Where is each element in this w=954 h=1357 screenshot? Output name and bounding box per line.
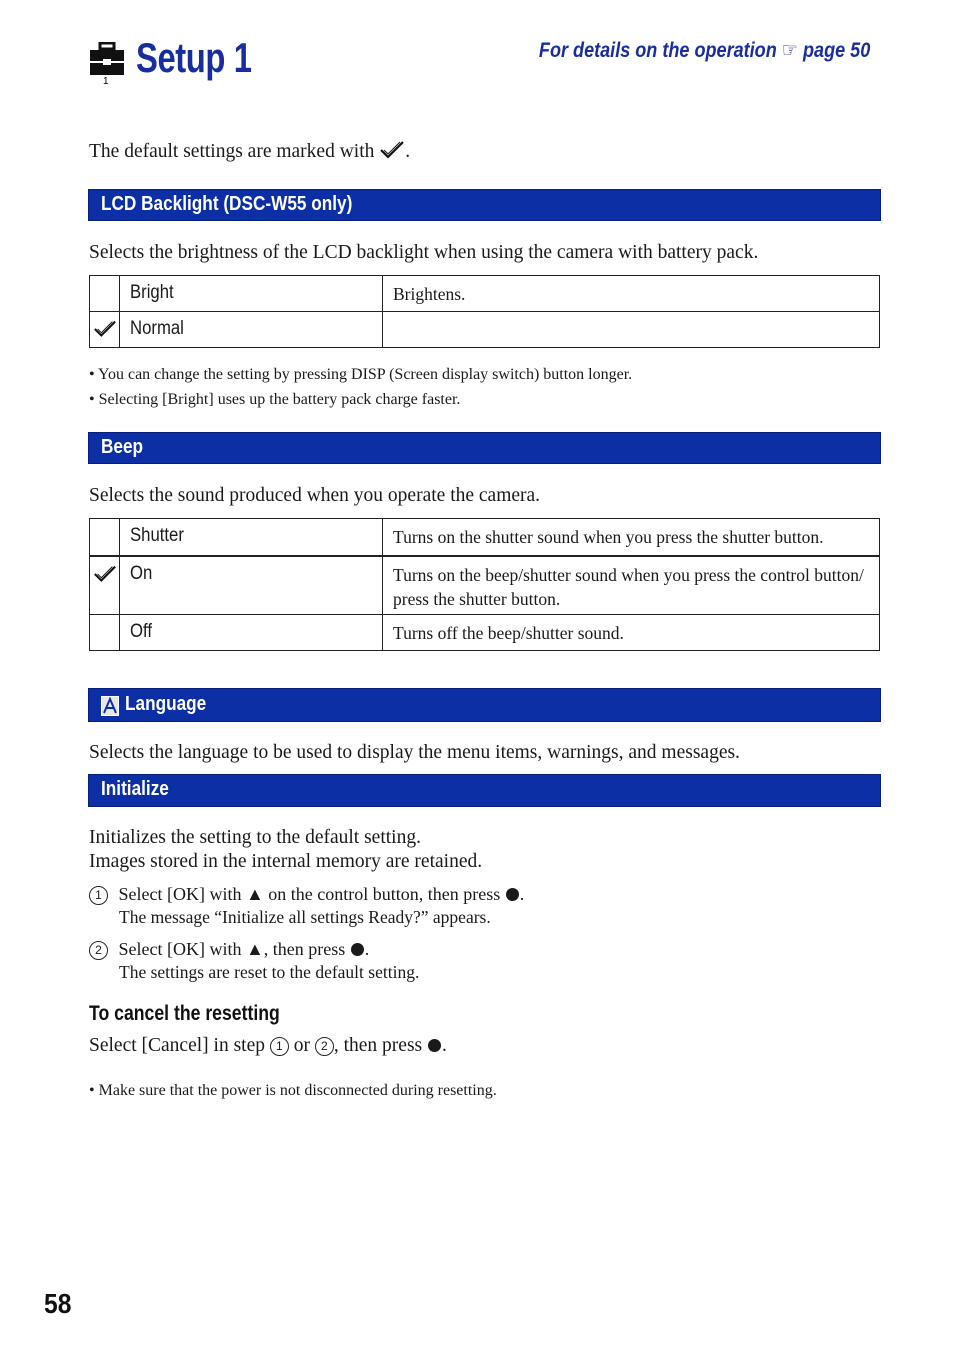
pointing-hand-icon: ☞ [781,39,798,62]
section-header-language [88,688,881,722]
option-name: Normal [120,312,383,348]
default-checkmark-icon [93,319,117,339]
table-row [90,615,880,651]
option-name: Bright [120,276,383,312]
language-description: Selects the language to be used to display the menu items, warnings, and messages. [89,742,740,763]
option-name: Off [120,615,383,651]
initialize-description-line: Initializes the setting to the default setting. [89,827,421,848]
option-name: On [120,556,383,615]
table-row [90,312,880,348]
default-settings-note [89,140,410,164]
option-description [383,312,880,348]
center-button-icon [351,943,364,956]
initialize-description-line: Images stored in the internal memory are retained. [89,851,483,872]
center-button-icon [428,1039,441,1052]
up-triangle-icon: ▲ [245,939,264,959]
reference-text: For details on the operation [538,39,777,62]
option-name: Shutter [120,519,383,556]
lcd-backlight-options-table [89,275,880,348]
table-row [90,556,880,615]
table-row [90,519,880,556]
beep-description: Selects the sound produced when you operate the camera. [89,485,541,506]
note-item: • You can change the setting by pressing DISP (Screen display switch) button longer. [89,366,633,383]
option-description: Turns on the shutter sound when you press the shutter button. [383,519,880,556]
page-number: 58 [44,1288,72,1319]
page-title: Setup 1 [136,34,252,81]
toolbox-icon-number: 1 [103,76,109,87]
reference-page-link[interactable]: page 50 [802,39,870,62]
section-title: LCD Backlight (DSC-W55 only) [101,193,353,215]
default-checkmark-icon [379,140,405,160]
step-note: The settings are reset to the default setting. [119,962,420,982]
step-number: 1 [89,886,108,905]
toolbox-icon [89,42,125,76]
option-description: Turns off the beep/shutter sound. [383,615,880,651]
intro-suffix: . [405,141,411,162]
section-header-initialize [88,774,881,807]
language-a-icon [101,696,119,716]
center-button-icon [506,888,519,901]
cancel-heading: To cancel the resetting [89,1002,280,1025]
step-number: 2 [315,1037,334,1056]
cancel-instruction: Select [Cancel] in step 1 or 2 , then press . [89,1035,447,1056]
note-item: • Selecting [Bright] uses up the battery pack charge faster. [89,391,461,408]
step-number: 1 [270,1037,289,1056]
default-marker-cell [90,276,120,312]
step-item: 1 Select [OK] with ▲ on the control button, then press . [89,883,524,905]
section-title: Initialize [101,778,169,800]
default-checkmark-icon [93,564,117,584]
default-marker-cell [90,312,120,348]
section-header-lcd-backlight [88,189,881,221]
note-item: • Make sure that the power is not disconnected during resetting. [89,1082,497,1099]
step-note: The message “Initialize all settings Ready?” appears. [119,907,491,927]
table-row [90,276,880,312]
option-description: Turns on the beep/shutter sound when you press the control button/ press the shutter button. [383,556,880,615]
lcd-backlight-description: Selects the brightness of the LCD backlight when using the camera with battery pack. [89,242,759,263]
beep-options-table [89,518,880,651]
up-triangle-icon: ▲ [245,884,264,904]
section-header-beep [88,432,881,464]
default-marker-cell [90,519,120,556]
step-item: 2 Select [OK] with ▲, then press . [89,938,369,960]
intro-text: The default settings are marked with [89,141,375,162]
section-title: Beep [101,436,144,458]
default-marker-cell [90,556,120,615]
section-title: Language [125,693,207,715]
default-marker-cell [90,615,120,651]
step-number: 2 [89,941,108,960]
operation-reference[interactable] [539,38,870,63]
option-description: Brightens. [383,276,880,312]
